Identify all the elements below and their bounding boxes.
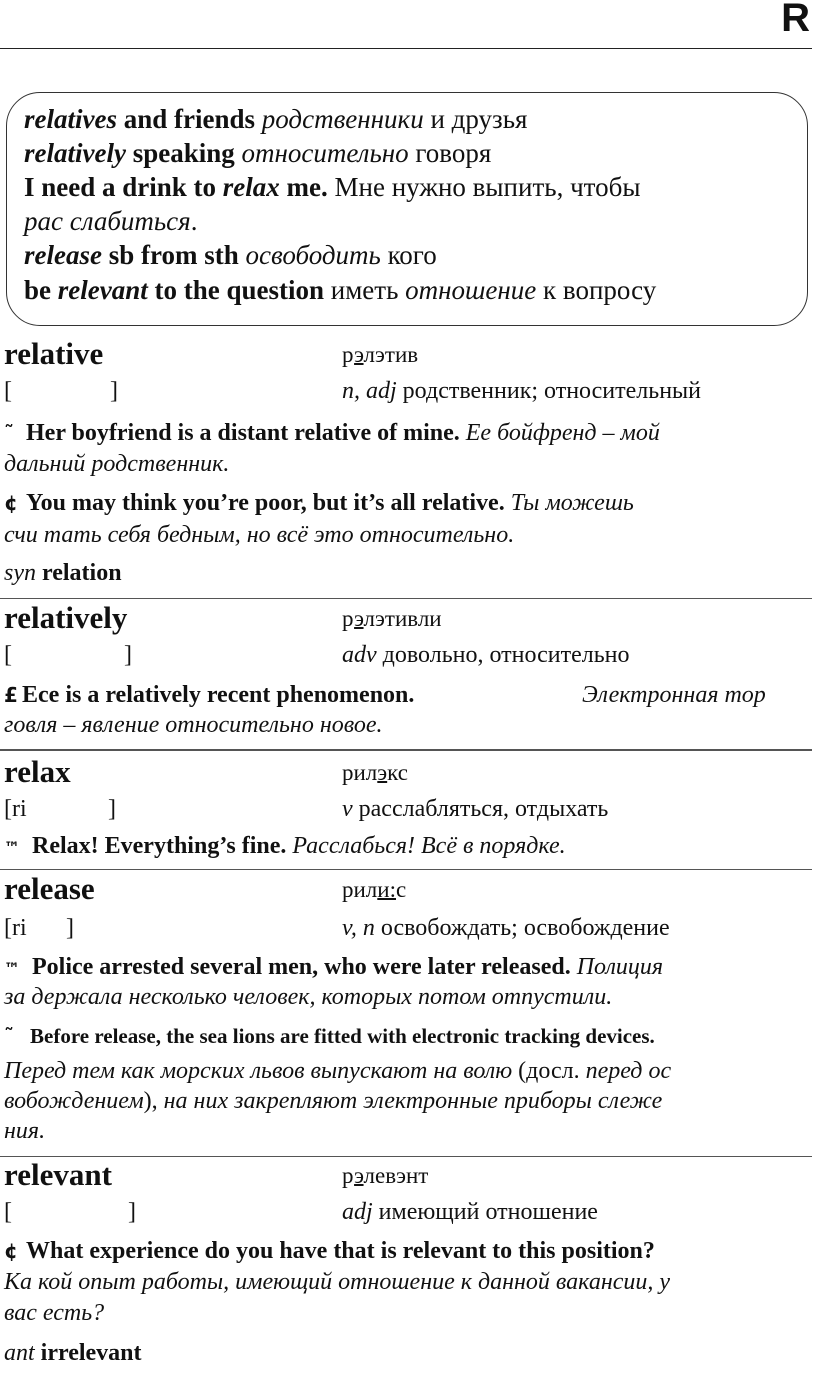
headword: relax [4, 754, 71, 789]
entry-separator [0, 598, 812, 599]
entry-separator [0, 1156, 812, 1157]
transcription-bracket: [ ] [4, 642, 132, 668]
example-ru: Электронная тор [582, 682, 766, 708]
pronunciation: рэлэтивли [342, 606, 442, 631]
pronunciation: рили:с [342, 877, 407, 902]
example-ru: говля – явление относительно новое. [4, 712, 383, 738]
transcription-bracket: [ ] [4, 1199, 136, 1225]
example-en: ™ Police arrested several men, who were later released. Полиция [4, 954, 664, 980]
translation: adv довольно, относительно [342, 642, 630, 668]
section-letter: R [781, 0, 810, 40]
phrase-line: be relevant to the question иметь отношение к вопросу [24, 275, 657, 305]
phrase-line: I need a drink to relax me. Мне нужно выпить, чтобы [24, 172, 641, 202]
transcription-bracket: [ ] [4, 378, 118, 404]
transcription-bracket: [ri ] [4, 915, 74, 941]
example-en: £ Ece is a relatively recent phenomenon. [4, 682, 415, 708]
phrase-line: рас слабиться. [24, 206, 198, 236]
translation: v, n освобождать; освобождение [342, 915, 670, 941]
translation: adj имеющий отношение [342, 1199, 598, 1225]
example-ru: вобождением), на них закрепляют электронные приборы слеже [4, 1088, 663, 1114]
related-word: ant irrelevant [4, 1340, 142, 1366]
phrase-line: relatives and friends родственники и друзья [24, 104, 528, 134]
example-en: ¢ You may think you’re poor, but it’s all relative. Ты можешь [4, 490, 634, 516]
example-ru: дальний родственник. [4, 451, 230, 477]
example-ru: ния. [4, 1118, 46, 1144]
example-ru: Перед тем как морских львов выпускают на волю (досл. перед ос [4, 1058, 672, 1084]
pronunciation: рэлэтив [342, 342, 419, 367]
headword: relatively [4, 600, 128, 635]
phrase-line: relatively speaking относительно говоря [24, 138, 492, 168]
example-en: ™ Relax! Everything’s fine. Расслабься! Всё в порядке. [4, 833, 566, 859]
transcription-bracket: [ri ] [4, 796, 116, 822]
example-en: ˜ Her boyfriend is a distant relative of mine. Ее бойфренд – мой [4, 420, 660, 446]
phrase-line: release sb from sth освободить кого [24, 240, 437, 270]
entry-separator [0, 749, 812, 751]
example-en: ˜ Before release, the sea lions are fitted with electronic tracking devices. [4, 1024, 655, 1048]
example-ru: счи тать себя бедным, но всё это относительно. [4, 522, 515, 548]
header-rule [0, 48, 812, 49]
headword: relative [4, 336, 104, 371]
translation: n, adj родственник; относительный [342, 378, 702, 404]
example-ru: вас есть? [4, 1300, 105, 1326]
translation: v расслабляться, отдыхать [342, 796, 609, 822]
entry-separator [0, 869, 812, 870]
example-ru: за держала несколько человек, которых потом отпустили. [4, 984, 613, 1010]
example-ru: Ка кой опыт работы, имеющий отношение к данной вакансии, у [4, 1269, 671, 1295]
related-word: syn relation [4, 560, 122, 586]
headword: release [4, 871, 95, 906]
headword: relevant [4, 1157, 112, 1192]
pronunciation: рэлевэнт [342, 1163, 429, 1188]
example-en: ¢ What experience do you have that is relevant to this position? [4, 1238, 655, 1264]
pronunciation: рилэкс [342, 760, 408, 785]
